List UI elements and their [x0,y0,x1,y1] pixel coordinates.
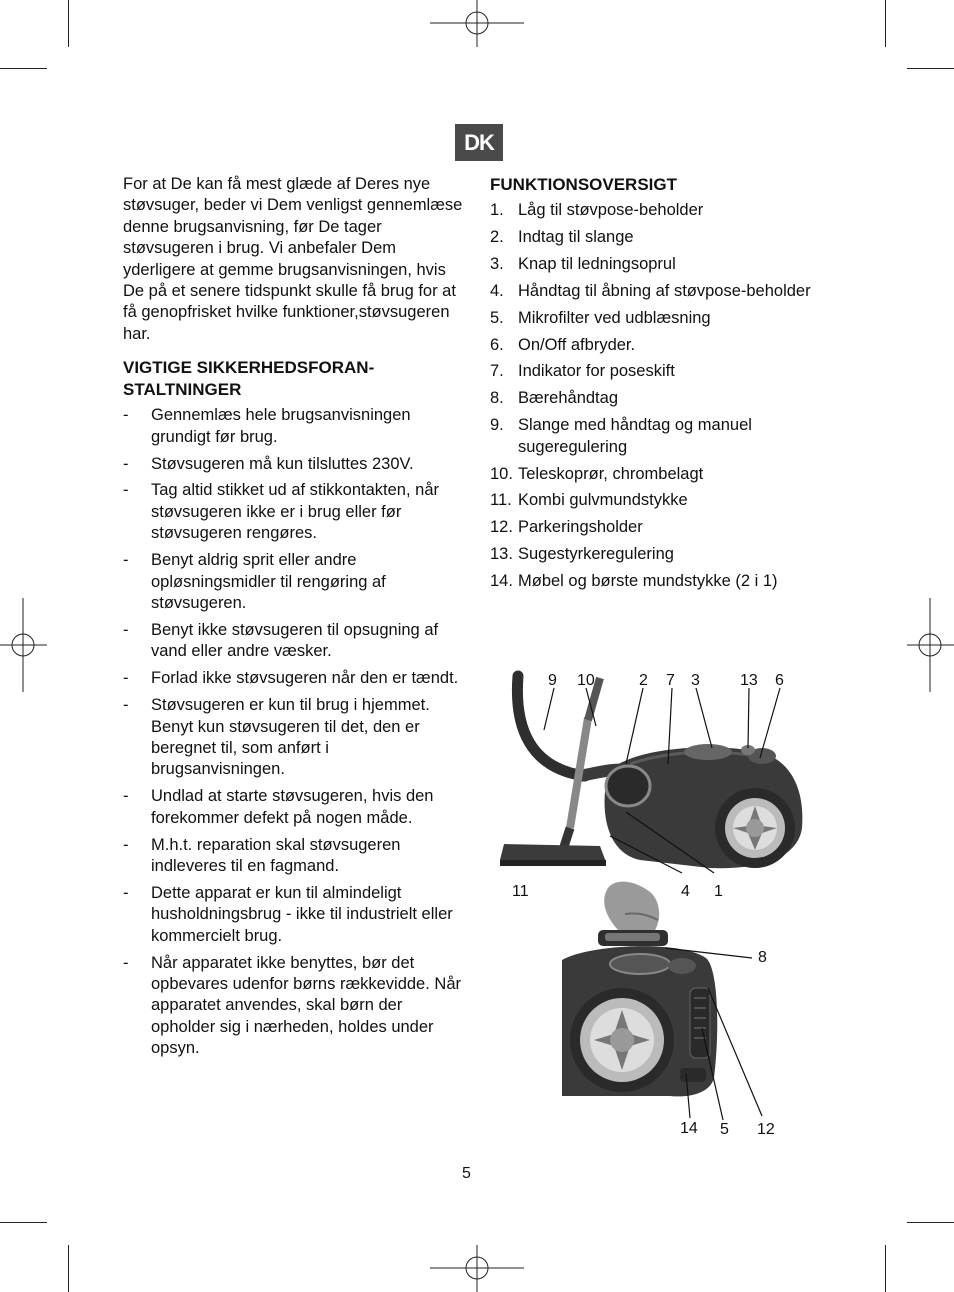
parts-item-number: 11. [490,491,512,510]
bullet-dash: - [123,787,129,806]
safety-item [123,668,465,689]
figure-label-10: 10 [577,672,595,689]
parts-item [490,254,820,275]
figure-label-13: 13 [740,672,758,689]
crop-mark [68,0,69,47]
figure-label-8: 8 [758,949,767,966]
safety-item-text: Støvsugeren må kun tilsluttes 230V. [151,454,414,473]
parts-item-number: 13. [490,545,513,564]
parts-item-text: Bærehåndtag [518,389,618,408]
safety-heading-line2: STALTNINGER [123,380,242,400]
parts-item [490,200,820,221]
parts-item-text: Håndtag til åbning af støvpose-beholder [518,281,811,300]
parts-item [490,281,820,302]
figure-label-2: 2 [639,672,648,689]
registration-mark-bottom [430,1245,524,1292]
crop-mark [0,68,47,69]
page-number: 5 [462,1165,471,1182]
figure-label-7: 7 [666,672,675,689]
figure-label-14: 14 [680,1120,698,1137]
parts-item [490,464,820,485]
parts-item [490,490,820,511]
vacuum-side-view [500,676,802,868]
vacuum-figure [490,668,820,1143]
parts-item-number: 3. [490,254,504,273]
bullet-dash: - [123,454,129,473]
bullet-dash: - [123,696,129,715]
parts-item [490,571,820,592]
bullet-dash: - [123,835,129,854]
parts-item-text: Sugestyrkeregulering [518,545,674,564]
parts-item-text: Indtag til slange [518,227,634,246]
safety-list [123,405,465,1059]
bullet-dash: - [123,406,129,425]
safety-item-text: Benyt ikke støvsugeren til opsugning af vand eller andre væsker. [151,620,439,661]
bullet-dash: - [123,481,129,500]
safety-item-text: M.h.t. reparation skal støvsugeren indleveres til en fagmand. [151,835,401,875]
safety-item [123,695,465,781]
safety-item-text: Tag altid stikket ud af stikkontakten, når støvsugeren ikke er i brug eller før støvsugeren rengøres. [151,481,439,543]
bullet-dash: - [123,669,129,688]
figure-label-9: 9 [548,672,557,689]
parts-item-number: 6. [490,335,504,354]
bullet-dash: - [123,551,129,570]
parts-item-number: 2. [490,227,504,246]
parts-item [490,361,820,382]
parts-item-number: 4. [490,281,504,300]
safety-item [123,454,465,475]
parts-item-number: 10. [490,464,513,483]
parts-item [490,544,820,565]
parts-item-number: 7. [490,362,504,381]
parts-item-number: 1. [490,201,504,219]
parts-item [490,388,820,409]
registration-mark-right [907,598,954,692]
parts-item-text: Møbel og børste mundstykke (2 i 1) [518,572,778,591]
safety-item-text: Undlad at starte støvsugeren, hvis den forekommer defekt på nogen måde. [151,787,434,827]
parts-item [490,415,820,458]
parts-item [490,335,820,356]
figure-label-5: 5 [720,1121,729,1138]
safety-item [123,480,465,544]
safety-item [123,405,465,448]
safety-item [123,953,465,1060]
safety-item-text: Når apparatet ikke benyttes, bør det opbevares udenfor børns rækkevidde. Når apparatet anvendes, skal børn der opholder sig i nærheden, holdes under opsyn. [151,953,461,1058]
language-badge: DK [455,124,503,161]
vacuum-illustration [490,668,820,1143]
parts-item-number: 5. [490,308,504,327]
crop-mark [885,1245,886,1292]
parts-item-number: 14. [490,572,513,591]
parts-item-text: On/Off afbryder. [518,335,636,354]
bullet-dash: - [123,620,129,639]
parts-item-text: Kombi gulvmundstykke [518,491,688,510]
parts-item-number: 12. [490,518,513,537]
parts-item [490,227,820,248]
registration-mark-left [0,598,47,692]
safety-item-text: Dette apparat er kun til almindeligt husholdningsbrug - ikke til industrielt eller kommercielt brug. [151,883,453,945]
figure-label-1: 1 [714,883,723,900]
safety-item [123,620,465,663]
safety-item-text: Gennemlæs hele brugsanvisningen grundigt før brug. [151,406,411,446]
figure-label-6: 6 [775,672,784,689]
safety-item-text: Forlad ikke støvsugeren når den er tændt. [151,669,459,688]
figure-label-11: 11 [512,883,529,900]
registration-mark-top [430,0,524,47]
parts-item-text: Knap til ledningsoprul [518,254,676,273]
figure-label-3: 3 [691,672,700,689]
crop-mark [0,1222,47,1223]
safety-item [123,550,465,614]
parts-item-text: Parkeringsholder [518,518,643,537]
safety-item [123,786,465,829]
bullet-dash: - [123,883,129,902]
functions-heading: FUNKTIONSOVERSIGT [490,175,678,194]
safety-item-text: Benyt aldrig sprit eller andre opløsningsmidler til rengøring af støvsugeren. [151,551,386,612]
parts-item-text: Indikator for poseskift [518,362,675,381]
parts-list [490,200,820,593]
vacuum-carry-view [562,882,717,1097]
crop-mark [68,1245,69,1292]
parts-item [490,517,820,538]
parts-item-text: Teleskoprør, chrombelagt [518,464,704,483]
parts-item-text: Slange med håndtag og manuel sugeregulering [518,416,752,456]
crop-mark [907,68,954,69]
figure-label-4: 4 [681,883,690,900]
safety-heading-line1: VIGTIGE SIKKERHEDSFORAN- [123,358,375,378]
crop-mark [885,0,886,47]
intro-paragraph: For at De kan få mest glæde af Deres nye støvsuger, beder vi Dem venligst gennemlæse denne brugsanvisning, før De tager støvsugeren i brug. Vi anbefaler Dem yderligere at gemme brugsanvisningen, hvis De på et senere tidspunkt skulle få brug for at få genopfrisket hvilke funktioner,støvsugeren har. [123,175,463,343]
safety-item [123,883,465,947]
parts-item [490,308,820,329]
parts-item-number: 8. [490,389,504,408]
safety-item [123,835,465,878]
crop-mark [907,1222,954,1223]
bullet-dash: - [123,953,129,972]
parts-item-text: Mikrofilter ved udblæsning [518,308,711,327]
parts-item-number: 9. [490,416,504,435]
left-column [123,174,465,1065]
safety-heading [123,357,465,401]
safety-item-text: Støvsugeren er kun til brug i hjemmet. Benyt kun støvsugeren til det, den er beregnet til, som anført i brugsanvisningen. [151,696,430,779]
parts-item-text: Låg til støvpose-beholder [518,201,704,219]
right-column [490,174,820,598]
figure-label-12: 12 [757,1121,775,1138]
